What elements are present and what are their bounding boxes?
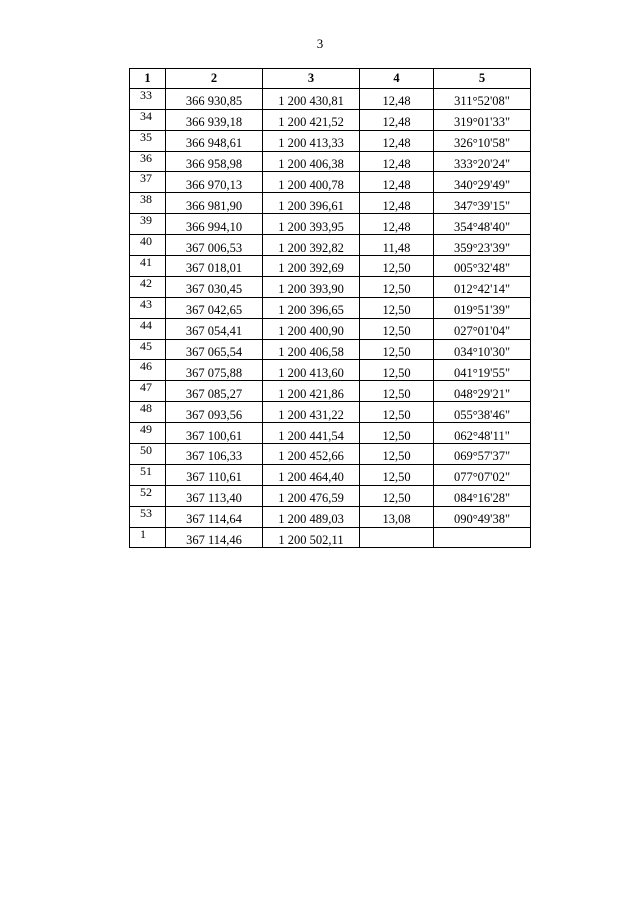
y-coordinate-cell: 1 200 396,61 bbox=[263, 193, 360, 214]
table-row bbox=[130, 402, 531, 423]
point-number-cell: 50 bbox=[130, 444, 166, 465]
table-row bbox=[130, 339, 531, 360]
table-row bbox=[130, 381, 531, 402]
length-cell: 12,50 bbox=[360, 444, 434, 465]
y-coordinate-cell: 1 200 393,95 bbox=[263, 214, 360, 235]
length-cell: 12,50 bbox=[360, 339, 434, 360]
x-coordinate-cell: 367 114,46 bbox=[166, 527, 263, 548]
point-number-cell: 33 bbox=[130, 88, 166, 109]
length-cell: 12,48 bbox=[360, 193, 434, 214]
point-number-cell: 34 bbox=[130, 109, 166, 130]
length-cell: 12,48 bbox=[360, 172, 434, 193]
point-number-cell: 1 bbox=[130, 527, 166, 548]
y-coordinate-cell: 1 200 441,54 bbox=[263, 423, 360, 444]
table-row bbox=[130, 423, 531, 444]
length-cell bbox=[360, 527, 434, 548]
y-coordinate-cell: 1 200 476,59 bbox=[263, 485, 360, 506]
y-coordinate-cell: 1 200 502,11 bbox=[263, 527, 360, 548]
bearing-cell: 069°57'37" bbox=[434, 444, 531, 465]
table-row bbox=[130, 318, 531, 339]
point-number-cell: 45 bbox=[130, 339, 166, 360]
y-coordinate-cell: 1 200 393,90 bbox=[263, 276, 360, 297]
table-row bbox=[130, 297, 531, 318]
column-header-bearing: 5 bbox=[434, 69, 531, 89]
coordinates-table bbox=[129, 68, 531, 548]
bearing-cell: 027°01'04" bbox=[434, 318, 531, 339]
x-coordinate-cell: 367 042,65 bbox=[166, 297, 263, 318]
x-coordinate-cell: 367 100,61 bbox=[166, 423, 263, 444]
length-cell: 12,48 bbox=[360, 88, 434, 109]
y-coordinate-cell: 1 200 464,40 bbox=[263, 464, 360, 485]
point-number-cell: 47 bbox=[130, 381, 166, 402]
table-row bbox=[130, 214, 531, 235]
bearing-cell: 005°32'48" bbox=[434, 256, 531, 277]
length-cell: 12,50 bbox=[360, 464, 434, 485]
table-row bbox=[130, 360, 531, 381]
bearing-cell: 354°48'40" bbox=[434, 214, 531, 235]
point-number-cell: 46 bbox=[130, 360, 166, 381]
length-cell: 11,48 bbox=[360, 235, 434, 256]
y-coordinate-cell: 1 200 392,69 bbox=[263, 256, 360, 277]
table-body bbox=[130, 88, 531, 548]
length-cell: 12,50 bbox=[360, 423, 434, 444]
x-coordinate-cell: 366 948,61 bbox=[166, 130, 263, 151]
table-row bbox=[130, 276, 531, 297]
y-coordinate-cell: 1 200 452,66 bbox=[263, 444, 360, 465]
x-coordinate-cell: 367 030,45 bbox=[166, 276, 263, 297]
x-coordinate-cell: 366 981,90 bbox=[166, 193, 263, 214]
length-cell: 12,50 bbox=[360, 297, 434, 318]
length-cell: 12,48 bbox=[360, 214, 434, 235]
point-number-cell: 41 bbox=[130, 256, 166, 277]
bearing-cell: 041°19'55" bbox=[434, 360, 531, 381]
point-number-cell: 40 bbox=[130, 235, 166, 256]
y-coordinate-cell: 1 200 400,78 bbox=[263, 172, 360, 193]
bearing-cell: 311°52'08" bbox=[434, 88, 531, 109]
column-header-x: 2 bbox=[166, 69, 263, 89]
table-row bbox=[130, 444, 531, 465]
table-header-row bbox=[130, 69, 531, 89]
x-coordinate-cell: 366 994,10 bbox=[166, 214, 263, 235]
bearing-cell: 319°01'33" bbox=[434, 109, 531, 130]
y-coordinate-cell: 1 200 431,22 bbox=[263, 402, 360, 423]
bearing-cell: 084°16'28" bbox=[434, 485, 531, 506]
x-coordinate-cell: 367 113,40 bbox=[166, 485, 263, 506]
table-row bbox=[130, 193, 531, 214]
x-coordinate-cell: 367 085,27 bbox=[166, 381, 263, 402]
point-number-cell: 44 bbox=[130, 318, 166, 339]
bearing-cell: 090°49'38" bbox=[434, 506, 531, 527]
x-coordinate-cell: 367 075,88 bbox=[166, 360, 263, 381]
x-coordinate-cell: 366 939,18 bbox=[166, 109, 263, 130]
table-row bbox=[130, 506, 531, 527]
x-coordinate-cell: 367 065,54 bbox=[166, 339, 263, 360]
bearing-cell: 326°10'58" bbox=[434, 130, 531, 151]
y-coordinate-cell: 1 200 396,65 bbox=[263, 297, 360, 318]
x-coordinate-cell: 367 006,53 bbox=[166, 235, 263, 256]
x-coordinate-cell: 367 018,01 bbox=[166, 256, 263, 277]
x-coordinate-cell: 367 106,33 bbox=[166, 444, 263, 465]
point-number-cell: 53 bbox=[130, 506, 166, 527]
table-row bbox=[130, 464, 531, 485]
y-coordinate-cell: 1 200 406,58 bbox=[263, 339, 360, 360]
point-number-cell: 37 bbox=[130, 172, 166, 193]
bearing-cell: 347°39'15" bbox=[434, 193, 531, 214]
point-number-cell: 48 bbox=[130, 402, 166, 423]
bearing-cell: 333°20'24" bbox=[434, 151, 531, 172]
x-coordinate-cell: 367 110,61 bbox=[166, 464, 263, 485]
length-cell: 12,48 bbox=[360, 151, 434, 172]
y-coordinate-cell: 1 200 406,38 bbox=[263, 151, 360, 172]
length-cell: 12,50 bbox=[360, 276, 434, 297]
table-row bbox=[130, 109, 531, 130]
column-header-y: 3 bbox=[263, 69, 360, 89]
point-number-cell: 49 bbox=[130, 423, 166, 444]
length-cell: 12,48 bbox=[360, 130, 434, 151]
table-row bbox=[130, 130, 531, 151]
point-number-cell: 38 bbox=[130, 193, 166, 214]
page-number: 3 bbox=[316, 36, 324, 51]
y-coordinate-cell: 1 200 392,82 bbox=[263, 235, 360, 256]
y-coordinate-cell: 1 200 421,52 bbox=[263, 109, 360, 130]
column-header-length: 4 bbox=[360, 69, 434, 89]
table-row bbox=[130, 256, 531, 277]
column-header-point: 1 bbox=[130, 69, 166, 89]
bearing-cell: 340°29'49" bbox=[434, 172, 531, 193]
y-coordinate-cell: 1 200 489,03 bbox=[263, 506, 360, 527]
x-coordinate-cell: 366 970,13 bbox=[166, 172, 263, 193]
bearing-cell: 062°48'11" bbox=[434, 423, 531, 444]
point-number-cell: 35 bbox=[130, 130, 166, 151]
table-row bbox=[130, 527, 531, 548]
y-coordinate-cell: 1 200 421,86 bbox=[263, 381, 360, 402]
y-coordinate-cell: 1 200 413,60 bbox=[263, 360, 360, 381]
y-coordinate-cell: 1 200 430,81 bbox=[263, 88, 360, 109]
point-number-cell: 43 bbox=[130, 297, 166, 318]
bearing-cell: 012°42'14" bbox=[434, 276, 531, 297]
length-cell: 12,50 bbox=[360, 381, 434, 402]
table-row bbox=[130, 485, 531, 506]
x-coordinate-cell: 366 958,98 bbox=[166, 151, 263, 172]
length-cell: 12,50 bbox=[360, 485, 434, 506]
point-number-cell: 52 bbox=[130, 485, 166, 506]
point-number-cell: 42 bbox=[130, 276, 166, 297]
point-number-cell: 51 bbox=[130, 464, 166, 485]
bearing-cell: 077°07'02" bbox=[434, 464, 531, 485]
bearing-cell: 359°23'39" bbox=[434, 235, 531, 256]
point-number-cell: 36 bbox=[130, 151, 166, 172]
y-coordinate-cell: 1 200 413,33 bbox=[263, 130, 360, 151]
y-coordinate-cell: 1 200 400,90 bbox=[263, 318, 360, 339]
x-coordinate-cell: 366 930,85 bbox=[166, 88, 263, 109]
length-cell: 12,50 bbox=[360, 256, 434, 277]
table-row bbox=[130, 88, 531, 109]
x-coordinate-cell: 367 054,41 bbox=[166, 318, 263, 339]
length-cell: 13,08 bbox=[360, 506, 434, 527]
x-coordinate-cell: 367 093,56 bbox=[166, 402, 263, 423]
length-cell: 12,50 bbox=[360, 360, 434, 381]
length-cell: 12,50 bbox=[360, 318, 434, 339]
table-row bbox=[130, 235, 531, 256]
point-number-cell: 39 bbox=[130, 214, 166, 235]
bearing-cell: 034°10'30" bbox=[434, 339, 531, 360]
bearing-cell: 048°29'21" bbox=[434, 381, 531, 402]
bearing-cell bbox=[434, 527, 531, 548]
table-row bbox=[130, 151, 531, 172]
bearing-cell: 055°38'46" bbox=[434, 402, 531, 423]
x-coordinate-cell: 367 114,64 bbox=[166, 506, 263, 527]
length-cell: 12,48 bbox=[360, 109, 434, 130]
bearing-cell: 019°51'39" bbox=[434, 297, 531, 318]
table-row bbox=[130, 172, 531, 193]
length-cell: 12,50 bbox=[360, 402, 434, 423]
